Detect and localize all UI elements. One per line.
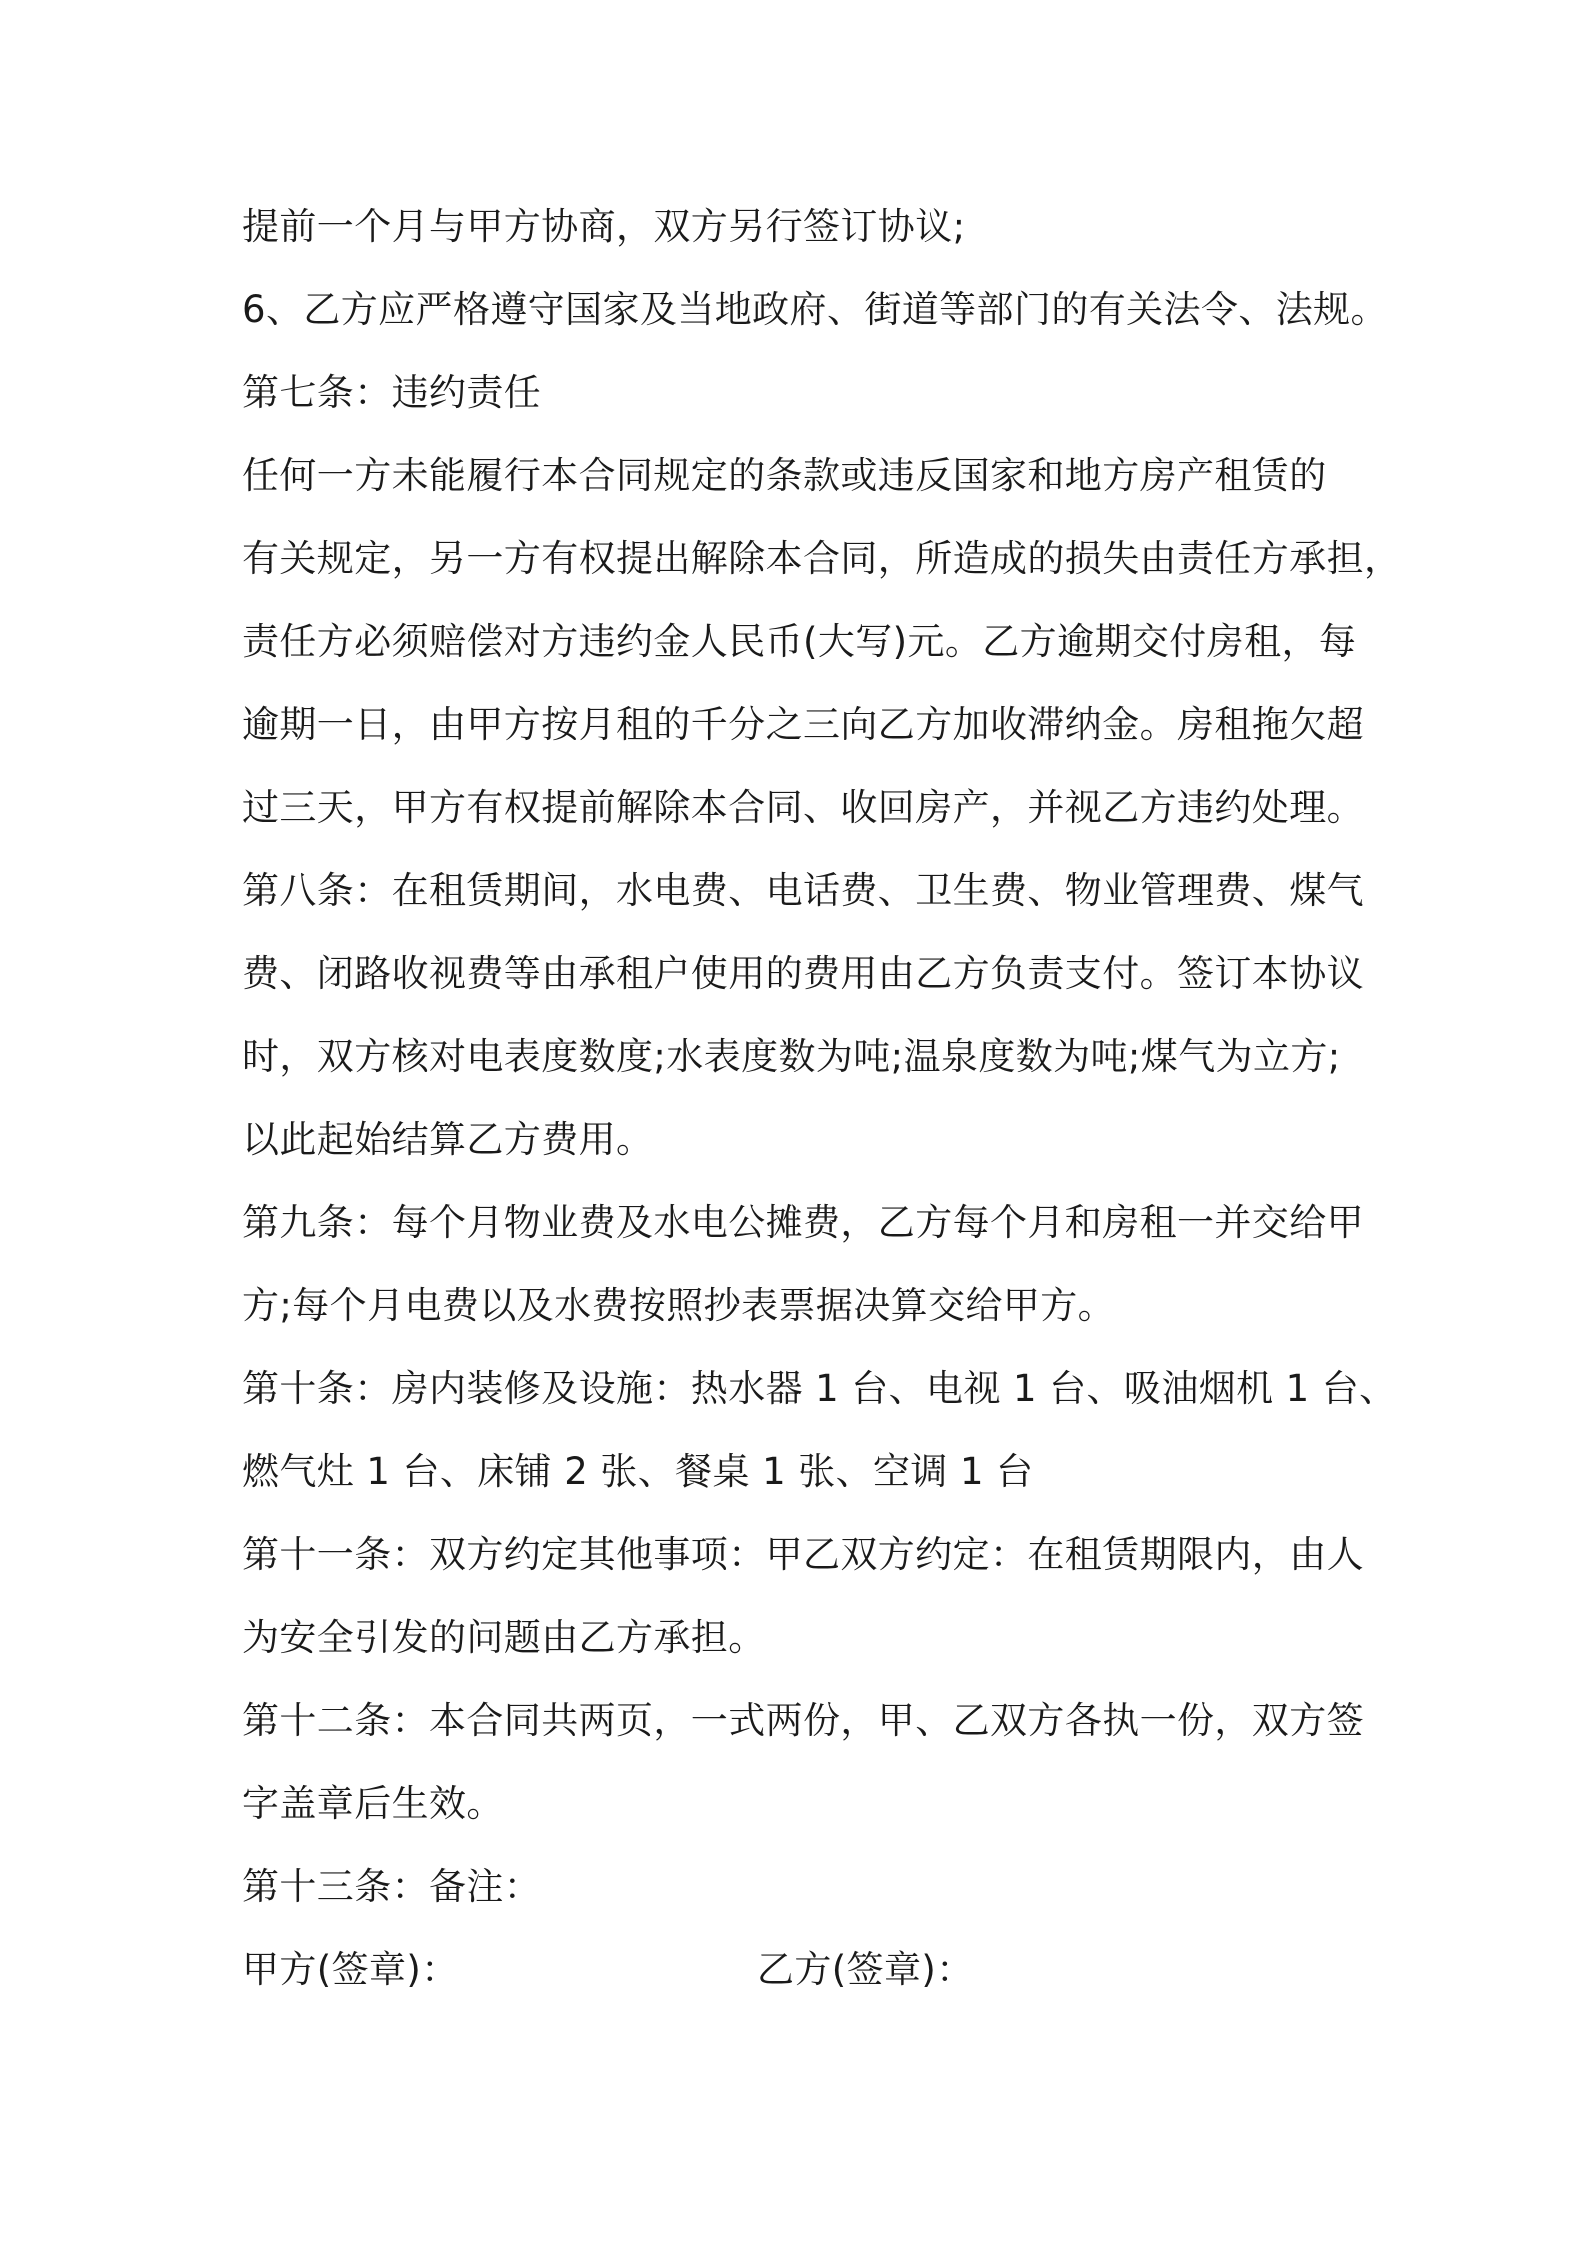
text-line: 有关规定，另一方有权提出解除本合同，所造成的损失由责任方承担， [242, 537, 1402, 580]
text-line: 方;每个月电费以及水费按照抄表票据决算交给甲方。 [242, 1284, 1116, 1327]
article-line: 第十条：房内装修及设施：热水器 1 台、电视 1 台、吸油烟机 1 台、 [242, 1367, 1397, 1410]
article-heading: 第七条：违约责任 [242, 371, 542, 414]
text-line: 责任方必须赔偿对方违约金人民币(大写)元。乙方逾期交付房租，每 [242, 620, 1357, 663]
article-line: 第十三条：备注： [242, 1865, 542, 1908]
text-line: 为安全引发的问题由乙方承担。 [242, 1616, 766, 1659]
text-line: 燃气灶 1 台、床铺 2 张、餐桌 1 张、空调 1 台 [242, 1450, 1034, 1493]
text-line: 字盖章后生效。 [242, 1782, 504, 1825]
text-line: 过三天，甲方有权提前解除本合同、收回房产，并视乙方违约处理。 [242, 786, 1364, 829]
text-line: 任何一方未能履行本合同规定的条款或违反国家和地方房产租赁的 [242, 454, 1327, 497]
signature-party-a: 甲方(签章)： [242, 1948, 459, 1991]
article-line: 第十二条：本合同共两页，一式两份，甲、乙双方各执一份，双方签 [242, 1699, 1364, 1742]
article-line: 第九条：每个月物业费及水电公摊费，乙方每个月和房租一并交给甲 [242, 1201, 1364, 1244]
text-line: 逾期一日，由甲方按月租的千分之三向乙方加收滞纳金。房租拖欠超 [242, 703, 1364, 746]
text-line: 费、闭路收视费等由承租户使用的费用由乙方负责支付。签订本协议 [242, 952, 1364, 995]
text-line: 以此起始结算乙方费用。 [242, 1118, 654, 1161]
text-line: 时，双方核对电表度数度;水表度数为吨;温泉度数为吨;煤气为立方; [242, 1035, 1341, 1078]
signature-party-b: 乙方(签章)： [757, 1948, 974, 1991]
text-line: 提前一个月与甲方协商，双方另行签订协议; [242, 205, 966, 248]
article-line: 第八条：在租赁期间，水电费、电话费、卫生费、物业管理费、煤气 [242, 869, 1364, 912]
text-line: 6、乙方应严格遵守国家及当地政府、街道等部门的有关法令、法规。 [242, 288, 1388, 331]
article-line: 第十一条：双方约定其他事项：甲乙双方约定：在租赁期限内，由人 [242, 1533, 1364, 1576]
